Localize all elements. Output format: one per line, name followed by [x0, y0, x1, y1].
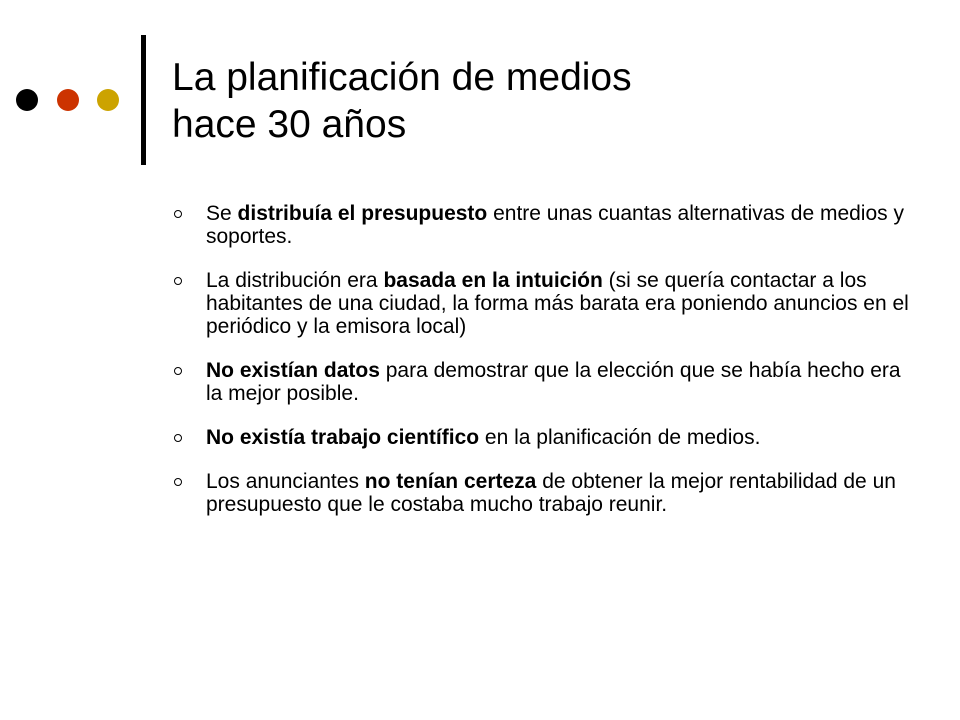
bullet-text: entre unas cuantas alternativas de medios y soportes.	[206, 202, 904, 248]
bullet-circle-icon	[174, 277, 182, 285]
red-dot-decoration	[57, 89, 79, 111]
bullet-circle-icon	[174, 367, 182, 375]
bullet-text: de obtener la mejor rentabilidad de un presupuesto que le costaba mucho trabajo reunir.	[206, 470, 896, 516]
bullet-text: Se	[206, 202, 238, 225]
vertical-rule	[141, 35, 146, 165]
bullet-bold-text: basada en la intuición	[383, 269, 603, 292]
bullet-item	[170, 426, 910, 449]
bullet-bold-text: no tenían certeza	[364, 470, 537, 493]
bullet-item	[170, 470, 910, 516]
bullet-item	[170, 359, 910, 405]
bullet-text: (si se quería contactar a los habitantes de una ciudad, la forma más barata era poniendo anuncios en el periódico y la emisora local)	[206, 269, 909, 338]
slide-title-line-2: hace 30 años	[172, 103, 407, 146]
bullet-bold-text: distribuía el presupuesto	[237, 202, 488, 225]
bullet-bold-text: No existía trabajo científico	[206, 426, 480, 449]
bullet-circle-icon	[174, 478, 182, 486]
slide-title	[172, 54, 932, 148]
bullet-text: en la planificación de medios.	[479, 426, 761, 449]
bullet-item	[170, 202, 910, 248]
bullet-list	[170, 202, 910, 537]
bullet-text: para demostrar que la elección que se había hecho era la mejor posible.	[206, 359, 901, 405]
bullet-bold-text: No existían datos	[206, 359, 380, 382]
bullet-text: Los anunciantes	[206, 470, 365, 493]
bullet-text: La distribución era	[206, 269, 384, 292]
bullet-circle-icon	[174, 210, 182, 218]
bullet-item	[170, 269, 910, 338]
slide-title-line-1: La planificación de medios	[172, 56, 632, 99]
black-dot-decoration	[16, 89, 38, 111]
gold-dot-decoration	[97, 89, 119, 111]
bullet-circle-icon	[174, 434, 182, 442]
